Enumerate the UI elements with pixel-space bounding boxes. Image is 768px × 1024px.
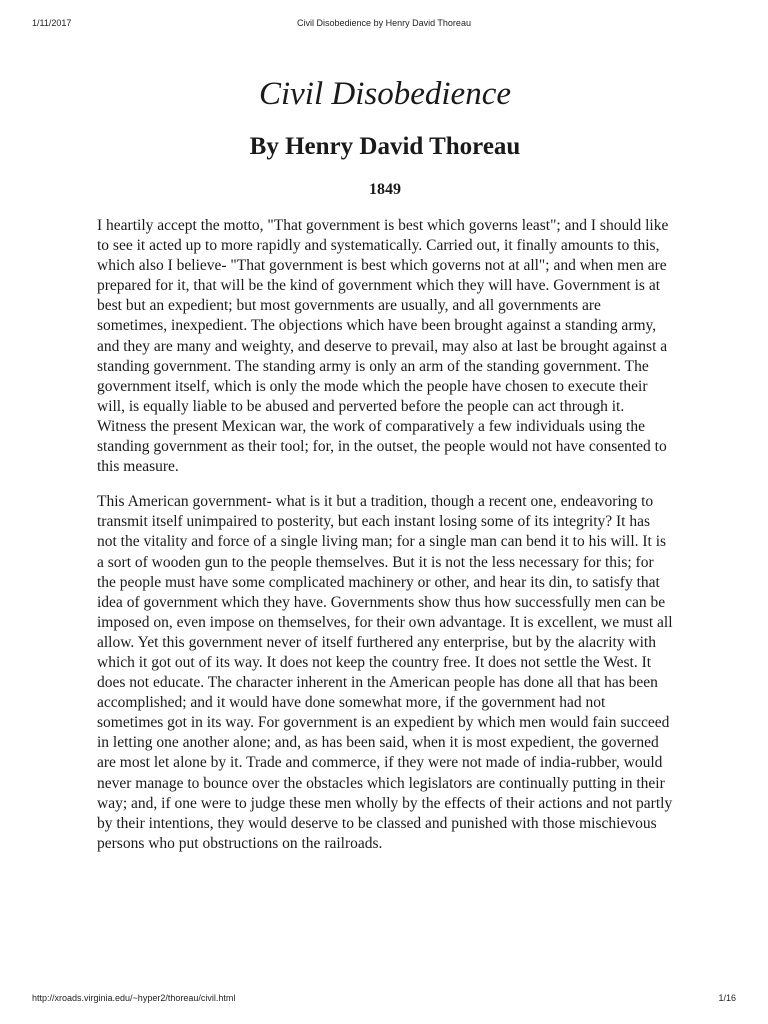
print-document-title: Civil Disobedience by Henry David Thoreau: [297, 18, 471, 28]
source-url: http://xroads.virginia.edu/~hyper2/thoreau/civil.html: [32, 993, 236, 1003]
print-date: 1/11/2017: [32, 18, 72, 28]
paragraph: I heartily accept the motto, "That government is best which governs least"; and I should like to see it acted up to more rapidly and systematically. Carried out, it finally amounts to this, which also I believe- "That government is best which governs not at all"; and when men are prepared for it, that will be the kind of government which they will have. Government is at best but an expedient; but most governments are usually, and all governments are sometimes, inexpedient. The objections which have been brought against a standing army, and they are many and weighty, and deserve to prevail, may also at last be brought against a standing government. The standing army is only an arm of the standing government. The government itself, which is only the mode which the people have chosen to execute their will, is equally liable to be abused and perverted before the people can act through it. Witness the present Mexican war, the work of comparatively a few individuals using the standing government as their tool; for, in the outset, the people would not have consented to this measure.: [97, 217, 669, 476]
publication-year: 1849: [369, 181, 401, 198]
print-header: [32, 18, 736, 32]
paragraph: This American government- what is it but a tradition, though a recent one, endeavoring to transmit itself unimpaired to posterity, but each instant losing some of its integrity? It has not the vitality and force of a single living man; for a single man can bend it to his will. It is a sort of wooden gun to the people themselves. But it is not the less necessary for this; for the people must have some complicated machinery or other, and hear its din, to satisfy that idea of government which they have. Governments show thus how successfully men can be imposed on, even impose on themselves, for their own advantage. It is excellent, we must all allow. Yet this government never of itself furthered any enterprise, but by the alacrity with which it got out of its way. It does not keep the country free. It does not settle the West. It does not educate. The character inherent in the American people has done all that has been accomplished; and it would have done somewhat more, if the government had not sometimes got in its way. For government is an expedient by which men would fain succeed in letting one another alone; and, as has been said, when it is most expedient, the governed are most let alone by it. Trade and commerce, if they were not made of india-rubber, would never manage to bounce over the obstacles which legislators are continually putting in their way; and, if one were to judge these men wholly by the effects of their actions and not partly by their intentions, they would deserve to be classed and punished with those mischievous persons who put obstructions on the railroads.: [97, 493, 673, 852]
print-footer: [32, 993, 736, 1007]
document-body: [97, 70, 673, 854]
page-number: 1/16: [718, 993, 736, 1003]
document-title: Civil Disobedience: [258, 76, 511, 112]
author-byline: By Henry David Thoreau: [249, 133, 521, 160]
